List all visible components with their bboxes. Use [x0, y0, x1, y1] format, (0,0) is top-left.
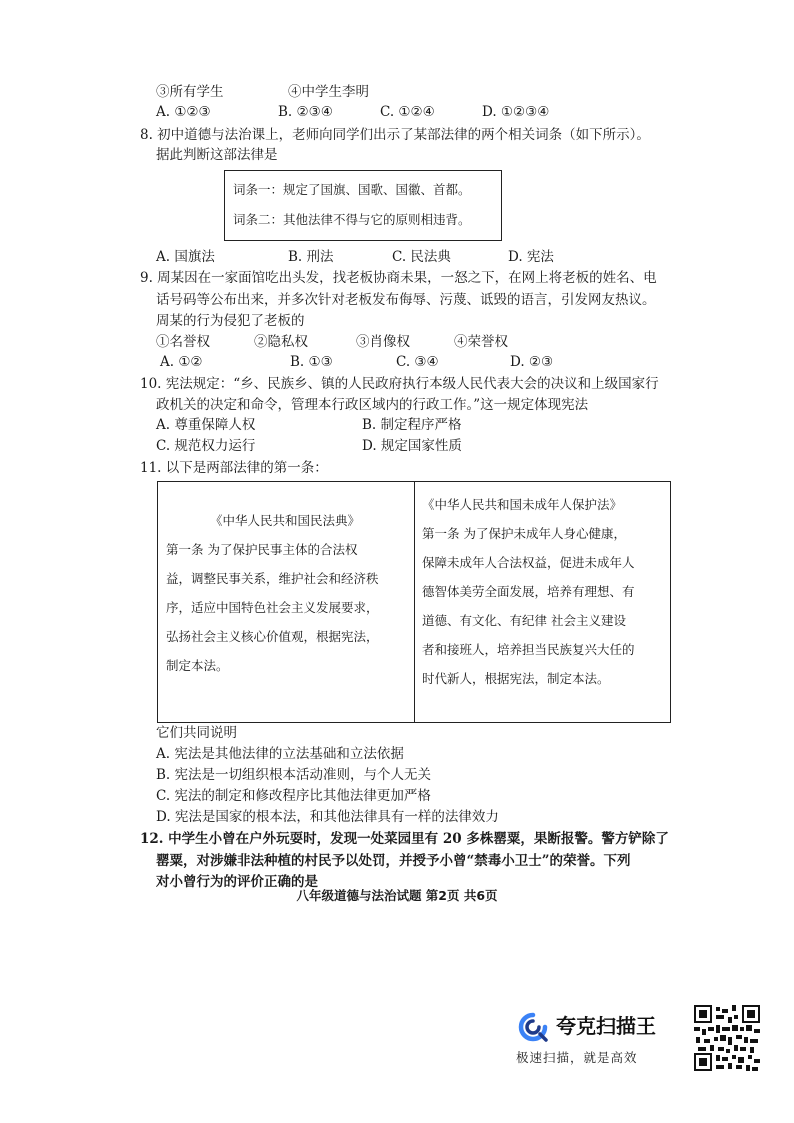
q11-stem: 11. 以下是两部法律的第一条： [140, 460, 328, 476]
q8-option-a: A. 国旗法 [156, 249, 215, 265]
q8-entry-1: 词条一：规定了国旗、国歌、国徽、首都。 [233, 182, 471, 197]
civil-code-line: 序，适应中国特色社会主义发展要求， [166, 600, 379, 615]
table-divider [414, 482, 415, 722]
minor-protection-line: 德智体美劳全面发展，培养有理想、有 [422, 584, 635, 599]
q12-stem-line3: 对小曾行为的评价正确的是 [156, 874, 318, 890]
q9-item-3: ③肖像权 [356, 334, 410, 350]
minor-protection-title: 《中华人民共和国未成年人保护法》 [422, 497, 623, 512]
q12-stem-line2: 罂粟，对涉嫌非法种植的村民予以处罚，并授予小曾“禁毒小卫士”的荣誉。下列 [156, 853, 631, 869]
q9-stem-line2: 话号码等公布出来，并多次针对老板发布侮辱、污蔑、诋毁的语言，引发网友热议。 [156, 292, 656, 308]
q9-stem-line1: 9. 周某因在一家面馆吃出头发，找老板协商未果，一怒之下，在网上将老板的姓名、电 [140, 270, 657, 286]
q11-option-c: C. 宪法的制定和修改程序比其他法律更加严格 [156, 788, 431, 804]
minor-protection-line: 第一条 为了保护未成年人身心健康， [422, 526, 626, 541]
q7-option-d: D. ①②③④ [482, 104, 550, 120]
q8-entry-box [224, 170, 502, 241]
page-footer: 八年级道德与法治试题 第2页 共6页 [296, 888, 498, 903]
q9-option-a: A. ①② [160, 354, 203, 370]
q7-item-4: ④中学生李明 [288, 84, 369, 100]
q10-stem-line2: 政机关的决定和命令，管理本行政区域内的行政工作。”这一规定体现宪法 [156, 397, 589, 413]
q8-stem-line1: 8. 初中道德与法治课上，老师向同学们出示了某部法律的两个相关词条（如下所示）。 [140, 127, 650, 143]
q9-option-b: B. ①③ [290, 354, 333, 370]
q10-stem-line1: 10. 宪法规定：“乡、民族乡、镇的人民政府执行本级人民代表大会的决议和上级国家行 [140, 376, 659, 392]
scanner-logo-icon [516, 1012, 550, 1042]
minor-protection-line: 保障未成年人合法权益，促进未成年人 [422, 555, 635, 570]
minor-protection-cell [422, 490, 666, 693]
q8-option-d: D. 宪法 [508, 249, 554, 265]
civil-code-line: 弘扬社会主义核心价值观，根据宪法， [166, 629, 379, 644]
q9-stem-line3: 周某的行为侵犯了老板的 [156, 313, 305, 329]
q9-item-4: ④荣誉权 [454, 334, 508, 350]
civil-code-line: 制定本法。 [166, 658, 229, 673]
q11-option-b: B. 宪法是一切组织根本活动准则，与个人无关 [156, 767, 432, 783]
qr-code-icon [694, 1005, 760, 1071]
q10-option-d: D. 规定国家性质 [362, 438, 462, 454]
scanner-watermark [516, 1010, 674, 1070]
q7-item-3: ③所有学生 [156, 84, 224, 100]
minor-protection-line: 时代新人，根据宪法，制定本法。 [422, 671, 610, 686]
q9-item-1: ①名誉权 [156, 334, 210, 350]
q12-stem-line1: 12. 中学生小曾在户外玩耍时，发现一处菜园里有 20 多株罂粟，果断报警。警方铲除了 [140, 831, 669, 847]
q7-option-c: C. ①②④ [380, 104, 435, 120]
civil-code-title: 《中华人民共和国民法典》 [210, 513, 361, 528]
scanner-brand-name: 夸克扫描王 [556, 1014, 656, 1038]
q9-item-2: ②隐私权 [254, 334, 308, 350]
q11-law-table [157, 481, 671, 723]
minor-protection-line: 者和接班人，培养担当民族复兴大任的 [422, 642, 635, 657]
q10-option-a: A. 尊重保障人权 [156, 417, 256, 433]
q11-option-a: A. 宪法是其他法律的立法基础和立法依据 [156, 746, 404, 762]
q8-entry-2: 词条二：其他法律不得与它的原则相违背。 [233, 212, 471, 227]
q11-question: 它们共同说明 [156, 725, 237, 741]
q7-option-b: B. ②③④ [278, 104, 333, 120]
q8-option-b: B. 刑法 [288, 249, 334, 265]
q11-option-d: D. 宪法是国家的根本法，和其他法律具有一样的法律效力 [156, 809, 499, 825]
q7-option-a: A. ①②③ [156, 104, 211, 120]
q9-option-c: C. ③④ [396, 354, 439, 370]
scanner-slogan: 极速扫描，就是高效 [516, 1050, 638, 1065]
minor-protection-line: 道德、有文化、有纪律 社会主义建设 [422, 613, 626, 628]
q9-option-d: D. ②③ [510, 354, 554, 370]
q10-option-b: B. 制定程序严格 [362, 417, 462, 433]
civil-code-line: 益，调整民事关系，维护社会和经济秩 [166, 571, 379, 586]
civil-code-line: 第一条 为了保护民事主体的合法权 [166, 542, 358, 557]
civil-code-cell [166, 506, 410, 680]
q8-option-c: C. 民法典 [392, 249, 451, 265]
q10-option-c: C. 规范权力运行 [156, 438, 256, 454]
q8-stem-line2: 据此判断这部法律是 [156, 147, 278, 163]
